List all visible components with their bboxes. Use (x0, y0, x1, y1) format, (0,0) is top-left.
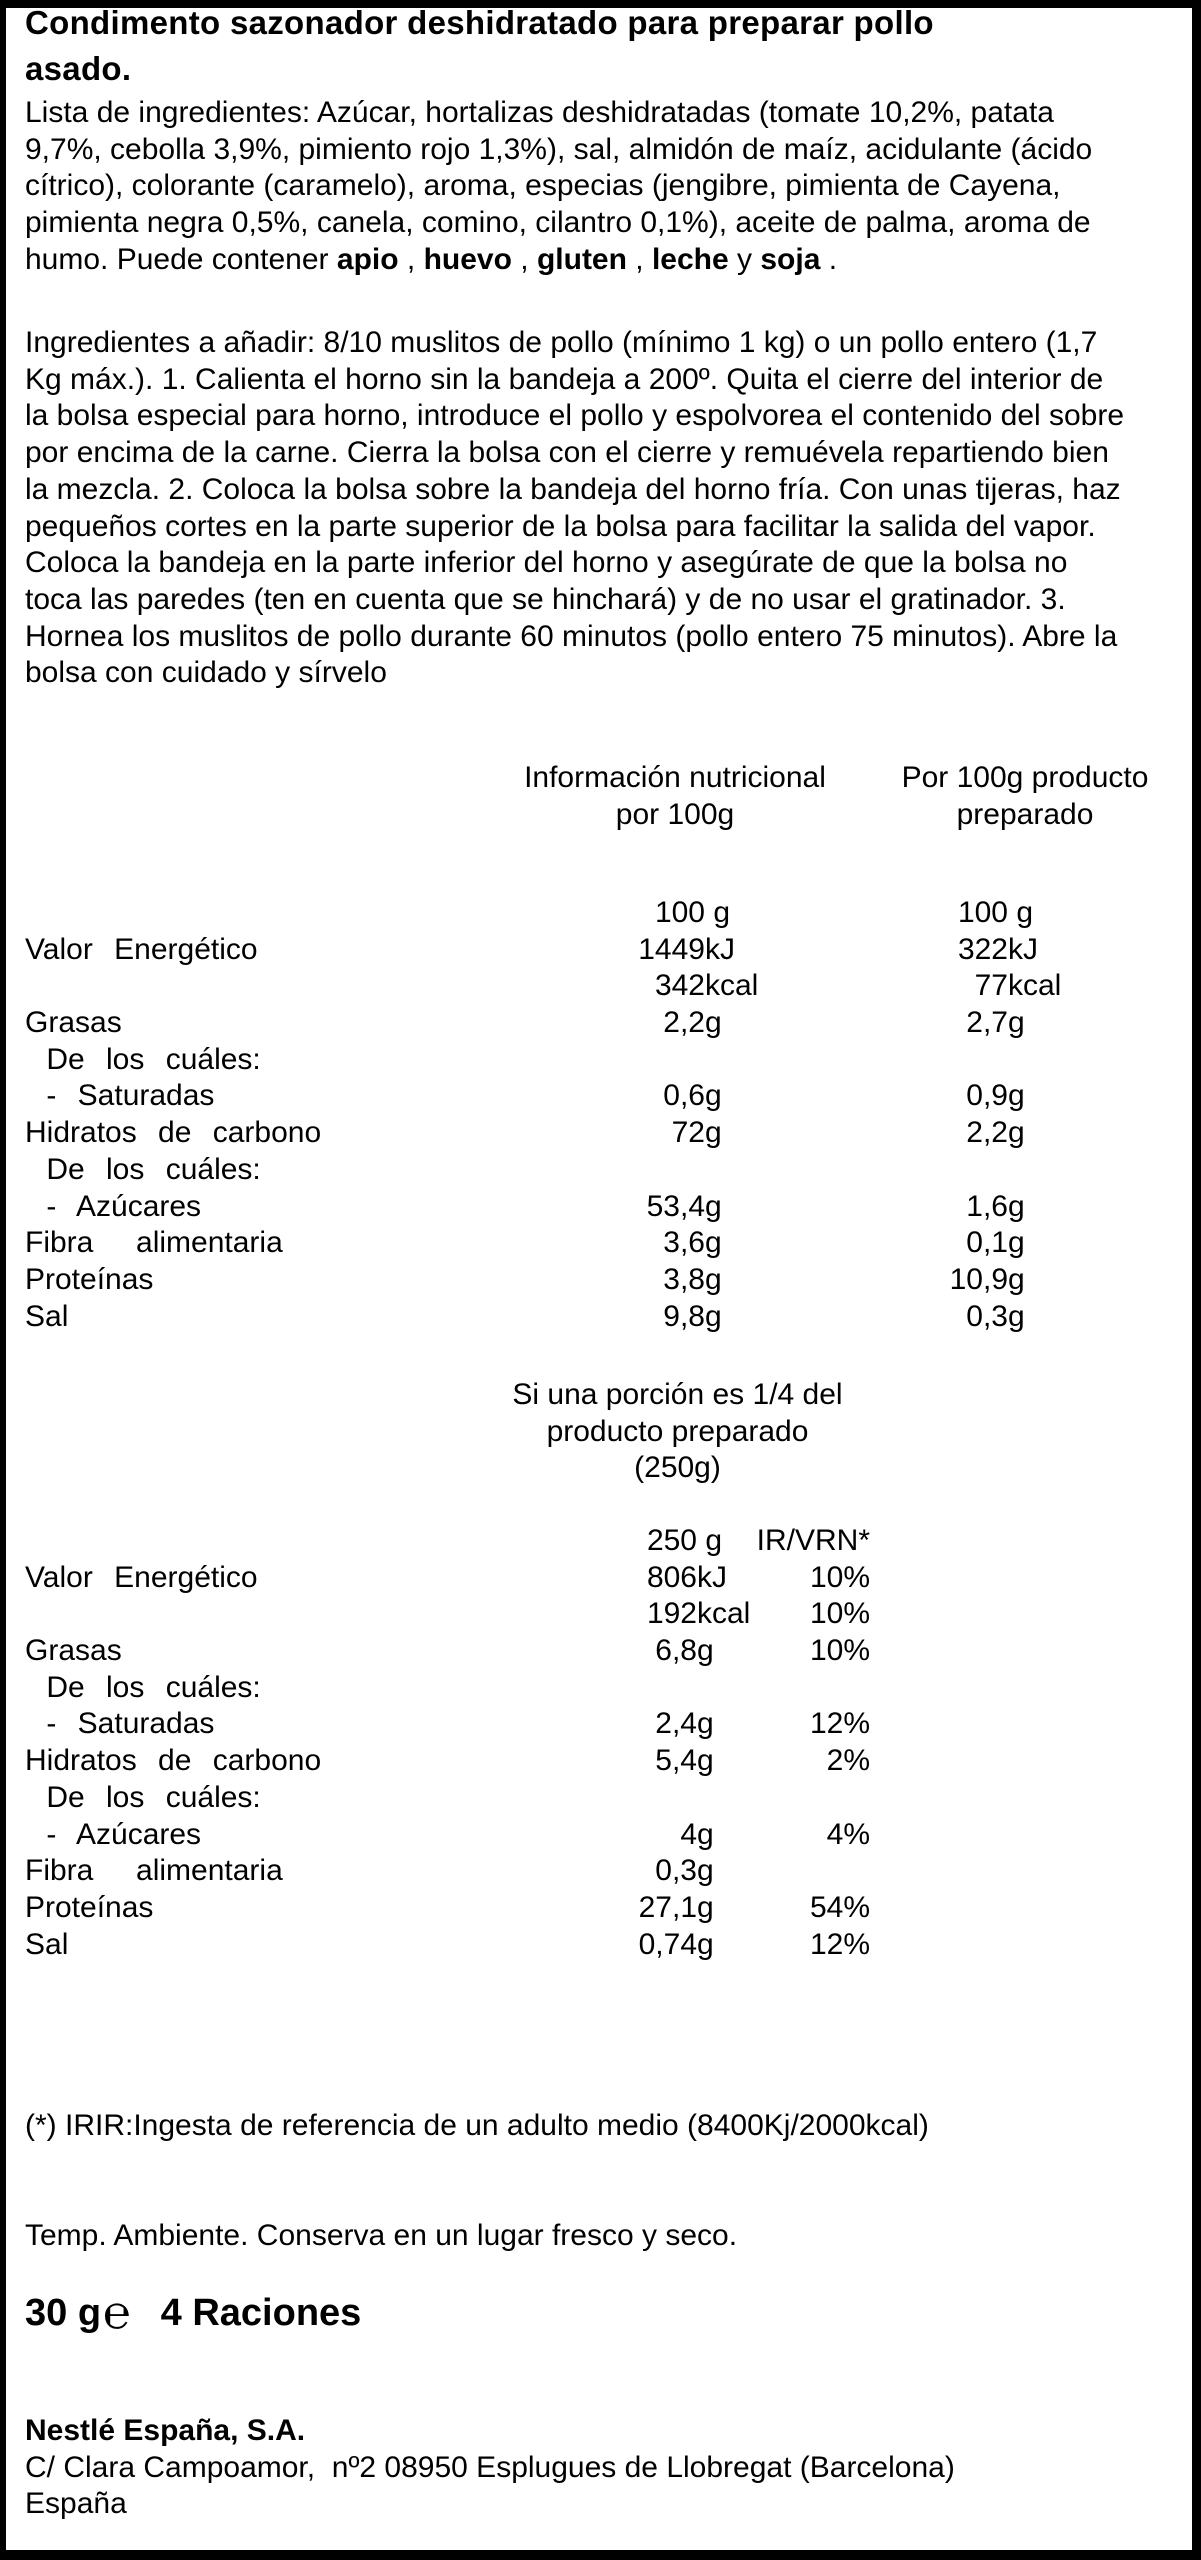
table-row (6, 1780, 1192, 1817)
nutrient-label: Proteínas (25, 1262, 154, 1296)
value-prepared-number: 77 (974, 969, 1008, 1003)
nutrient-label: De los cuáles: (25, 1152, 261, 1186)
text-segment: Lista de ingredientes: Azúcar, hortalizas deshidratadas (tomate 10,2%, patata (25, 96, 1054, 129)
net-weight-value: 30 g (25, 2292, 102, 2334)
value-prepared-unit: kJ (1008, 932, 1038, 966)
allergen-bold: gluten (536, 242, 627, 276)
value-per-100g-number: 342 (654, 969, 705, 1003)
nutrient-label: Fibra alimentaria (25, 1226, 283, 1260)
preparation-line: Coloca la bandeja en la parte inferior del horno y asegúrate de que la bolsa no (25, 546, 1068, 580)
value-portion-number: 6,8 (655, 1634, 697, 1668)
reference-intake-note: (*) IRIR:Ingesta de referencia de un adulto medio (8400Kj/2000kcal) (25, 2109, 929, 2142)
value-percent-ri: IR/VRN* (756, 1524, 870, 1557)
ingredients-line (25, 168, 1092, 205)
nutrient-label: Hidratos de carbono (25, 1744, 322, 1778)
value-portion-number: 5,4 (655, 1744, 697, 1778)
nutrition-table-100g (6, 895, 1192, 1335)
value-prepared-unit: g (1008, 1116, 1025, 1150)
value-percent-ri: 10% (809, 1560, 870, 1594)
value-portion-unit: g (697, 1744, 714, 1778)
table-row (6, 968, 1192, 1005)
table-row (6, 1189, 1192, 1226)
table-row (6, 1853, 1192, 1890)
storage-instructions: Temp. Ambiente. Conserva en un lugar fresco y seco. (25, 2219, 738, 2252)
value-portion-number: 806 (646, 1560, 697, 1594)
preparation-line: la mezcla. 2. Coloca la bolsa sobre la bandeja del horno fría. Con unas tijeras, haz (25, 472, 1121, 506)
nutrient-label: - Saturadas (25, 1707, 215, 1741)
manufacturer-name: Nestlé España, S.A. (25, 2414, 306, 2447)
nutrient-label: Valor Energético (25, 932, 258, 966)
preparation-line: la bolsa especial para horno, introduce el pollo y espolvorea el contenido del sobre (25, 399, 1125, 433)
net-weight-line (25, 2286, 361, 2336)
value-portion-unit: kcal (697, 1597, 751, 1631)
value-portion-number: 192 (646, 1597, 697, 1631)
value-prepared-unit: g (1008, 1262, 1025, 1296)
value-portion-unit: g (697, 1817, 714, 1851)
header-line: Si una porción es 1/4 del (512, 1378, 843, 1411)
table-row (6, 1042, 1192, 1079)
estimated-sign-icon: ℮ (103, 2286, 131, 2338)
product-title (25, 0, 934, 92)
table-100g-header-prepared (845, 760, 1201, 833)
value-per-100g-unit: g (705, 896, 731, 929)
table-row (6, 1890, 1192, 1927)
text-segment: humo. Puede contener (25, 242, 337, 276)
table-row (6, 1743, 1192, 1780)
value-per-100g-unit: g (705, 1299, 722, 1333)
value-portion-unit: g (697, 1634, 714, 1668)
value-prepared-number: 322 (957, 932, 1008, 966)
value-per-100g-unit: kJ (705, 932, 735, 966)
nutrient-label: - Saturadas (25, 1079, 215, 1113)
value-per-100g-number: 53,4 (646, 1189, 705, 1223)
value-prepared-unit: g (1008, 1226, 1025, 1260)
value-per-100g-number: 3,8 (663, 1262, 705, 1296)
value-prepared-number: 10,9 (949, 1262, 1008, 1296)
nutrient-label: - Azúcares (25, 1817, 202, 1851)
value-portion-number: 0,74 (638, 1927, 697, 1961)
header-line: por 100g (615, 797, 735, 831)
value-prepared-number: 0,9 (966, 1079, 1008, 1113)
value-percent-ri: 10% (809, 1634, 870, 1668)
value-per-100g-number: 2,2 (663, 1006, 705, 1040)
header-line: (250g) (634, 1451, 721, 1485)
value-portion-unit: g (697, 1524, 723, 1557)
value-per-100g-unit: g (705, 1262, 722, 1296)
table-row (6, 895, 1192, 932)
table-row (6, 1596, 1192, 1633)
table-row (6, 1927, 1192, 1964)
ingredients-text (25, 95, 1092, 279)
value-per-100g-number: 3,6 (663, 1226, 705, 1260)
value-percent-ri: 12% (809, 1927, 870, 1961)
value-prepared-number: 100 (957, 896, 1008, 929)
preparation-line: Hornea los muslitos de pollo durante 60 minutos (pollo entero 75 minutos). Abre la (25, 619, 1118, 653)
table-row (6, 1262, 1192, 1299)
nutrition-table-portion (6, 1523, 1192, 1963)
table-100g-header-per-100g (455, 760, 895, 833)
preparation-line: Kg máx.). 1. Calienta el horno sin la bandeja a 200º. Quita el cierre del interior de (25, 362, 1104, 396)
preparation-text (25, 325, 1124, 692)
value-prepared-unit: g (1008, 1006, 1025, 1040)
value-percent-ri: 4% (826, 1817, 870, 1851)
value-portion-unit: kJ (697, 1560, 727, 1594)
nutrient-label: - Azúcares (25, 1189, 202, 1223)
value-portion-unit: g (697, 1707, 714, 1741)
nutrient-label: Hidratos de carbono (25, 1116, 322, 1150)
allergen-bold: apio (336, 242, 399, 276)
value-portion-number: 250 (646, 1524, 697, 1557)
table-row (6, 1817, 1192, 1854)
value-percent-ri: 54% (809, 1890, 870, 1924)
ingredients-line (25, 95, 1092, 132)
text-segment: , (398, 242, 424, 276)
value-per-100g-unit: g (705, 1189, 722, 1223)
title-line: Condimento sazonador deshidratado para preparar pollo (25, 4, 934, 41)
title-line: asado. (25, 50, 132, 87)
ingredients-line (25, 132, 1092, 169)
value-portion-number: 2,4 (655, 1707, 697, 1741)
ingredients-line (25, 242, 1092, 279)
value-per-100g-number: 9,8 (663, 1299, 705, 1333)
preparation-line: Ingredientes a añadir: 8/10 muslitos de pollo (mínimo 1 kg) o un pollo entero (1,7 (25, 326, 1098, 359)
value-prepared-number: 1,6 (966, 1189, 1008, 1223)
value-per-100g-unit: kcal (705, 969, 759, 1003)
value-prepared-unit: g (1008, 1299, 1025, 1333)
value-prepared-number: 2,7 (966, 1006, 1008, 1040)
table-row (6, 1005, 1192, 1042)
value-portion-number: 0,3 (655, 1854, 697, 1888)
value-portion-number: 4 (680, 1817, 697, 1851)
value-prepared-number: 0,3 (966, 1299, 1008, 1333)
value-portion-unit: g (697, 1854, 714, 1888)
preparation-line: bolsa con cuidado y sírvelo (25, 656, 387, 690)
nutrient-label: Fibra alimentaria (25, 1854, 283, 1888)
table-row (6, 1152, 1192, 1189)
text-segment: . (820, 242, 838, 276)
nutrient-label: De los cuáles: (25, 1670, 261, 1704)
manufacturer-block (25, 2413, 955, 2523)
value-per-100g-unit: g (705, 1079, 722, 1113)
table-row (6, 1115, 1192, 1152)
text-segment: y (728, 242, 761, 276)
nutrient-label: Valor Energético (25, 1560, 258, 1594)
value-per-100g-unit: g (705, 1006, 722, 1040)
header-line: Por 100g producto (901, 761, 1149, 794)
value-prepared-unit: g (1008, 1079, 1025, 1113)
table-row (6, 1078, 1192, 1115)
value-percent-ri: 10% (809, 1597, 870, 1631)
table-row (6, 1225, 1192, 1262)
value-prepared-unit: g (1008, 896, 1034, 929)
value-portion-number: 27,1 (638, 1890, 697, 1924)
value-per-100g-number: 0,6 (663, 1079, 705, 1113)
header-line: preparado (956, 797, 1094, 831)
value-prepared-number: 2,2 (966, 1116, 1008, 1150)
nutrient-label: Sal (25, 1299, 69, 1333)
table-row (6, 1670, 1192, 1707)
manufacturer-country: España (25, 2487, 127, 2521)
text-segment: 9,7%, cebolla 3,9%, pimiento rojo 1,3%), sal, almidón de maíz, acidulante (ácido (25, 132, 1093, 166)
table-row (6, 1299, 1192, 1336)
value-per-100g-number: 100 (654, 896, 705, 929)
preparation-line: pequeños cortes en la parte superior de la bolsa para facilitar la salida del vapor. (25, 509, 1096, 543)
table-row (6, 1523, 1192, 1560)
value-portion-unit: g (697, 1927, 714, 1961)
allergen-bold: soja (760, 242, 821, 276)
text-segment: , (511, 242, 537, 276)
table-row (6, 1706, 1192, 1743)
value-per-100g-number: 72 (671, 1116, 705, 1150)
nutrient-label: Grasas (25, 1006, 122, 1040)
manufacturer-address: C/ Clara Campoamor, nº2 08950 Esplugues de Llobregat (Barcelona) (25, 2450, 955, 2484)
value-prepared-unit: g (1008, 1189, 1025, 1223)
ingredients-line (25, 205, 1092, 242)
text-segment: pimienta negra 0,5%, canela, comino, cilantro 0,1%), aceite de palma, aroma de (25, 206, 1091, 240)
table-row (6, 1560, 1192, 1597)
header-line: producto preparado (546, 1414, 809, 1448)
nutrient-label: De los cuáles: (25, 1780, 261, 1814)
value-percent-ri: 2% (826, 1744, 870, 1778)
value-per-100g-unit: g (705, 1226, 722, 1260)
value-prepared-number: 0,1 (966, 1226, 1008, 1260)
value-per-100g-unit: g (705, 1116, 722, 1150)
table-row (6, 1633, 1192, 1670)
preparation-line: por encima de la carne. Cierra la bolsa con el cierre y remuévela repartiendo bien (25, 436, 1109, 470)
servings-count: 4 Raciones (160, 2292, 362, 2334)
nutrient-label: De los cuáles: (25, 1042, 261, 1076)
table-row (6, 932, 1192, 969)
text-segment: , (626, 242, 652, 276)
preparation-line: toca las paredes (ten en cuenta que se hinchará) y de no usar el gratinador. 3. (25, 582, 1066, 616)
nutrient-label: Proteínas (25, 1890, 154, 1924)
text-segment: cítrico), colorante (caramelo), aroma, especias (jengibre, pimienta de Cayena, (25, 169, 1061, 203)
value-per-100g-number: 1449 (638, 932, 705, 966)
portion-table-header (455, 1377, 900, 1487)
value-prepared-unit: kcal (1008, 969, 1062, 1003)
allergen-bold: huevo (423, 242, 512, 276)
value-percent-ri: 12% (809, 1707, 870, 1741)
header-line: Información nutricional (524, 761, 826, 794)
value-portion-unit: g (697, 1890, 714, 1924)
nutrient-label: Grasas (25, 1634, 122, 1668)
nutrient-label: Sal (25, 1927, 69, 1961)
allergen-bold: leche (651, 242, 729, 276)
